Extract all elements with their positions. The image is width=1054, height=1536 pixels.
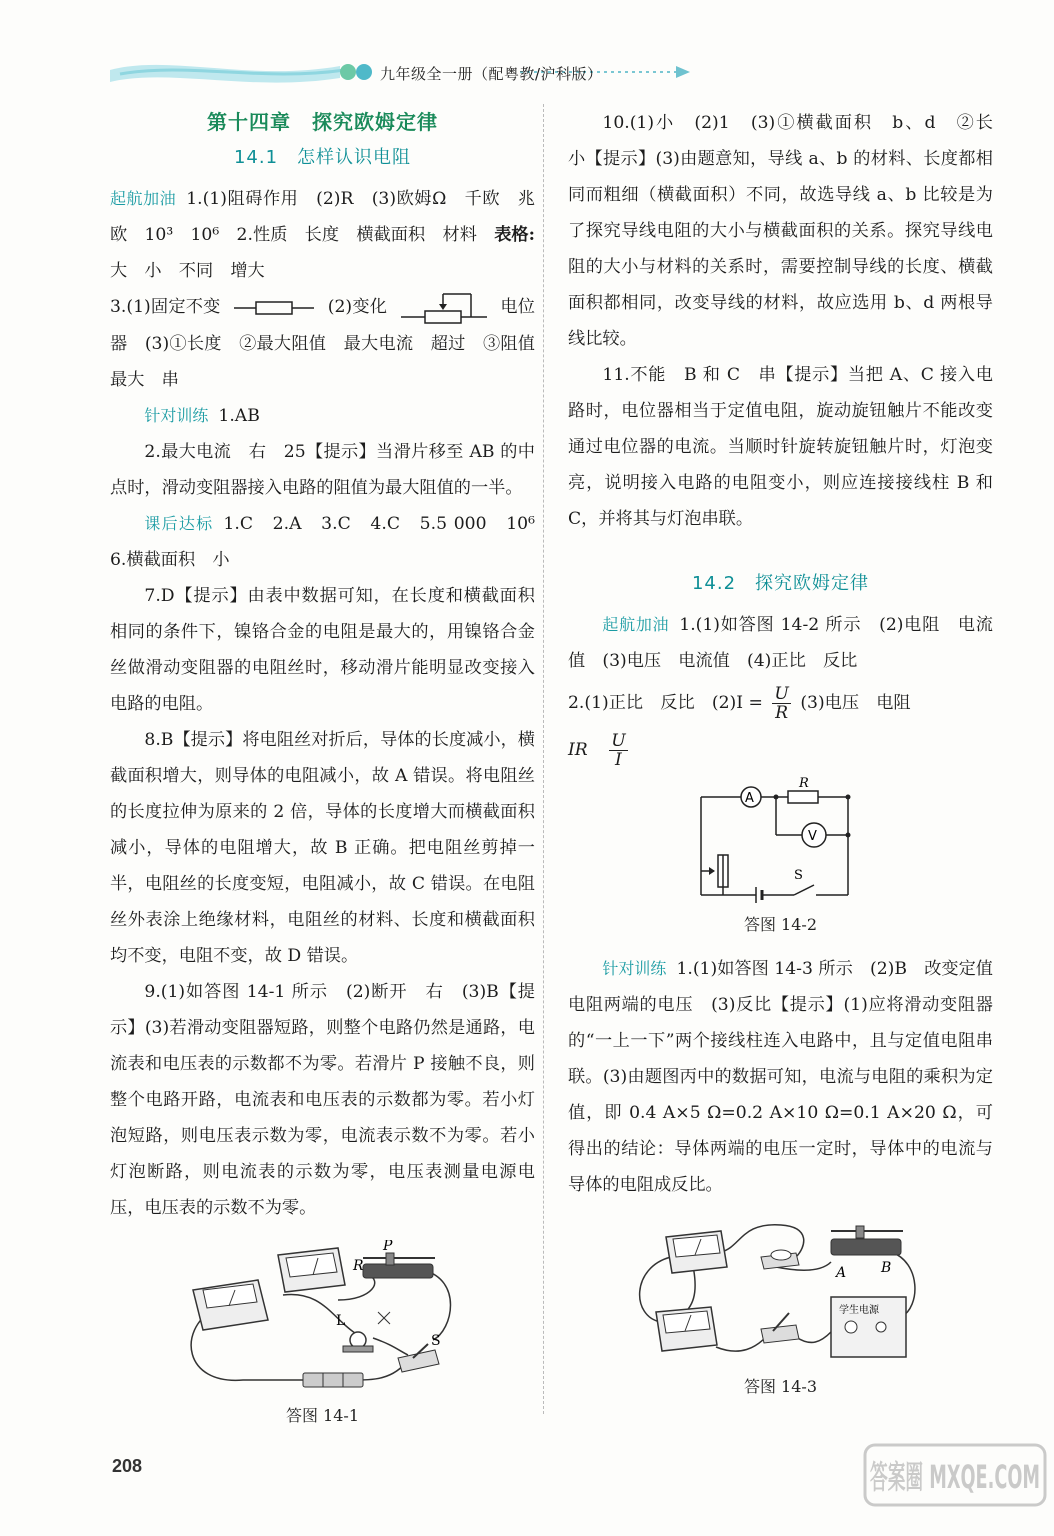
answer-text: 大 小 不同 增大 xyxy=(110,261,265,281)
page-header xyxy=(110,52,710,92)
answer-text: 9.(1)如答图 14-1 所示 (2)断开 右 (3)B【提示】(3)若滑动变阻器短路，则整个电路仍然是通路，电流表和电压表的示数都不为零。若滑片 P 接触不良，则整个电路开路，电流表和电压表的示数都为零。若小灯泡短路，则电压表示数为零，电流表示数不为零。若小灯泡断路，则电流表的示数为零，电压表测量电源电压，电压表的示数不为零。 xyxy=(110,981,535,1218)
watermark-text: 答案圈 MXQE.COM xyxy=(870,1458,1040,1496)
answer-block-zhendui xyxy=(110,398,535,434)
fraction-U-over-R xyxy=(772,685,791,722)
label-R: R xyxy=(352,1257,364,1274)
circuit-illustration-14-1 xyxy=(173,1240,473,1390)
left-column xyxy=(110,105,553,1428)
figure-14-3 xyxy=(631,1217,931,1367)
book-title: 九年级全一册（配粤教/沪科版） xyxy=(380,65,603,83)
section-title-14-2: 14.2 探究欧姆定律 xyxy=(691,573,870,594)
label-S: S xyxy=(793,868,803,883)
label-S: S xyxy=(430,1332,441,1349)
answer-text: 8.B【提示】将电阻丝对折后，导体的长度减小，横截面积增大，则导体的电阻减小，故 A 错误。将电阻丝的长度拉伸为原来的 2 倍，导体的长度增大而横截面积减小，导体的电阻增大，故 B 正确。把电阻丝剪掉一半，电阻丝的长度变短，电阻减小，故 C 错误。在电阻丝外表涂上绝缘材料，电阻丝的材料、长度和横截面积均不变，电阻不变，故 D 错误。 xyxy=(110,729,535,966)
denominator: I xyxy=(615,750,622,770)
label-P: P xyxy=(382,1239,392,1254)
figure-14-1 xyxy=(173,1240,473,1390)
label-A: A xyxy=(835,1265,846,1281)
answer-text: (3)电压 电阻 xyxy=(800,693,911,713)
figure-caption-14-3: 答图 14-3 xyxy=(743,1377,818,1396)
answer-text: 1.(1)如答图 14-3 所示 (2)B 改变定值电阻两端的电压 (3)反比【提示】(1)应将滑动变阻器的“一上一下”两个接线柱连入电路中，且与定值电阻串联。(3)由题图丙中的数据可知，电流与电阻的乘积为定值，即 0.4 A×5 Ω=0.2 A×10 Ω=0.1 A×20 Ω，可得出的结论：导体两端的电压一定时，导体中的电流与导体的电阻成反比。 xyxy=(568,959,993,1195)
answer-text: 1.(1)如答图 14-2 所示 (2)电阻 电流值 (3)电压 电流值 (4)正比 反比 xyxy=(568,615,993,671)
label-B: B xyxy=(880,1260,891,1276)
label-A: A xyxy=(744,791,754,806)
tag-zhendui: 针对训练 xyxy=(144,405,209,425)
fraction-U-over-I xyxy=(609,732,628,769)
answer-formula-line xyxy=(568,732,993,769)
section-title-14-1: 14.1 怎样认识电阻 xyxy=(233,147,412,168)
circuit-illustration-14-3 xyxy=(631,1217,931,1367)
bold-label-table: 表格: xyxy=(494,225,535,245)
answer-text: 2.(1)正比 反比 (2)I = xyxy=(568,693,763,713)
spacer xyxy=(568,937,993,951)
circuit-diagram-14-2 xyxy=(696,777,866,907)
spacer xyxy=(568,537,993,567)
column-divider xyxy=(543,104,544,1414)
rheostat-symbol xyxy=(401,290,487,326)
tag-kehou: 课后达标 xyxy=(144,513,214,533)
answer-text: 11.不能 B 和 C 串【提示】当把 A、C 接入电路时，电位器相当于定值电阻，旋动旋钮触片不能改变通过电位器的电流。当顺时针旋转旋钮触片时，灯泡变亮，说明接入电路的电阻变小，则应连接接线柱 B 和 C，并将其与灯泡串联。 xyxy=(568,365,993,529)
watermark-logo xyxy=(860,1440,1050,1536)
answer-text: 7.D【提示】由表中数据可知，在长度和横截面积相同的条件下，镍铬合金的电阻是最大的，用镍铬合金丝做滑动变阻器的电阻丝时，移动滑片能明显改变接入电路的电阻。 xyxy=(110,585,535,714)
figure-caption-14-1: 答图 14-1 xyxy=(285,1405,360,1425)
chapter-title: 第十四章 探究欧姆定律 xyxy=(207,110,438,134)
answer-text: (2)变化 xyxy=(327,297,388,317)
fixed-resistor-symbol xyxy=(234,299,314,317)
answer-block-qihang xyxy=(568,607,993,679)
label-L: L xyxy=(335,1312,345,1329)
numerator: U xyxy=(611,731,626,751)
answer-text: 1.AB xyxy=(218,405,260,426)
answer-text: 10.(1)小 (2)1 (3)①横截面积 b、d ②长 小【提示】(3)由题意知，导线 a、b 的材料、长度都相同而粗细（横截面积）不同，故选导线 a、b 比较是为了探究导线电阻的大小与横截面积的关系。探究导线电阻的大小与材料的关系时，需要控制导线的长度、横截面积都相同，改变导线的材料，故应选用 b、d 两根导线比较。 xyxy=(568,113,1011,349)
answer-block-zhendui xyxy=(568,951,993,1203)
answer-q3 xyxy=(110,289,535,398)
label-R: R xyxy=(798,777,809,791)
page-number: 208 xyxy=(112,1456,143,1476)
tag-zhendui: 针对训练 xyxy=(602,959,667,978)
answer-text: 电位器 (3)①长度 ②最大阻值 最大电流 超过 ③阻值最大 串 xyxy=(110,297,535,390)
answer-text: 2.最大电流 右 25【提示】当滑片移至 AB 的中点时，滑动变阻器接入电路的阻值为最大阻值的一半。 xyxy=(110,441,535,498)
answer-text: 1.C 2.A 3.C 4.C 5.5 000 10⁶ 6.横截面积 小 xyxy=(110,513,553,570)
label-V: V xyxy=(807,829,817,844)
answer-text: IR xyxy=(568,740,588,760)
answer-text: 1.(1)阻碍作用 (2)R (3)欧姆Ω 千欧 兆欧 10³ 10⁶ 2.性质 长度 横截面积 材料 xyxy=(110,189,535,245)
tag-qihang: 起航加油 xyxy=(110,189,177,208)
figure-caption-14-2: 答图 14-2 xyxy=(743,915,818,934)
answer-block-qihang xyxy=(110,181,535,289)
label-power-supply: 学生电源 xyxy=(838,1305,879,1316)
figure-14-2 xyxy=(696,777,866,907)
answer-text: 3.(1)固定不变 xyxy=(110,297,221,317)
numerator: U xyxy=(774,684,789,704)
answer-block-kehou xyxy=(110,506,553,578)
tag-qihang: 起航加油 xyxy=(602,615,670,634)
denominator: R xyxy=(775,703,789,723)
right-column xyxy=(568,105,1011,1399)
answer-formula-line xyxy=(568,685,993,722)
